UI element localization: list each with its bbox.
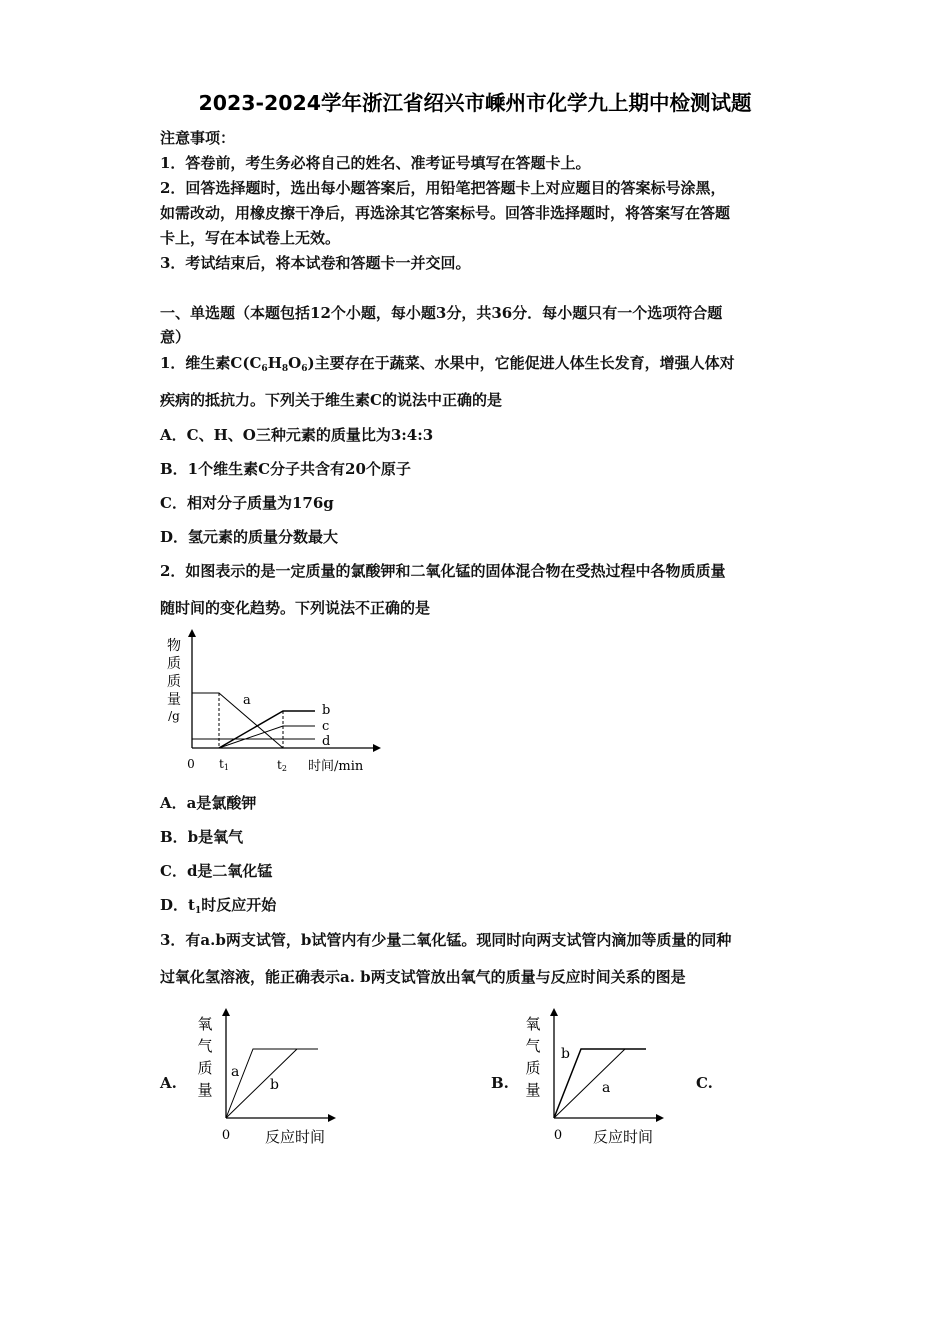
steep-line-label: a bbox=[231, 1064, 240, 1080]
origin-label: 0 bbox=[221, 1128, 231, 1143]
q2-figure bbox=[155, 628, 385, 778]
subscript: 8 bbox=[281, 364, 289, 374]
q2-ylabel-char: 质 bbox=[167, 656, 181, 672]
ylabel-char: 氧 bbox=[525, 1015, 541, 1033]
q2-option-d bbox=[160, 894, 276, 916]
q1-stem-line2: 疾病的抵抗力。下列关于维生素C的说法中正确的是 bbox=[160, 391, 502, 409]
shallow-line-label: a bbox=[602, 1080, 611, 1096]
q2-stem-line2: 随时间的变化趋势。下列说法不正确的是 bbox=[160, 599, 431, 617]
q1-option-b: B．1个维生素C分子共含有20个原子 bbox=[160, 460, 411, 478]
notice-item: 如需改动，用橡皮擦干净后，再选涂其它答案标号。回答非选择题时，将答案写在答题 bbox=[160, 204, 731, 222]
curve-label-b: b bbox=[322, 703, 331, 718]
steep-line-label: b bbox=[561, 1046, 570, 1062]
q2-option-d-suffix: 时反应开始 bbox=[201, 896, 277, 914]
ylabel-char: 气 bbox=[197, 1037, 213, 1055]
q3-figure-b bbox=[518, 1005, 678, 1150]
section-heading-cont: 意） bbox=[160, 328, 191, 346]
q2-option-d-prefix: D．t bbox=[160, 896, 195, 914]
q2-ylabel-char: 质 bbox=[167, 674, 181, 690]
subscript: 1 bbox=[194, 906, 202, 916]
q2-option-c: C．d是二氧化锰 bbox=[160, 862, 273, 880]
q1-option-c: C．相对分子质量为176g bbox=[160, 494, 334, 512]
notice-item: 3．考试结束后，将本试卷和答题卡一并交回。 bbox=[160, 254, 471, 272]
ylabel-char: 气 bbox=[525, 1037, 541, 1055]
notice-item: 1．答卷前，考生务必将自己的姓名、准考证号填写在答题卡上。 bbox=[160, 154, 591, 172]
q3-figure-a bbox=[190, 1005, 350, 1150]
t2-label: t2 bbox=[277, 758, 287, 773]
q2-option-a: A．a是氯酸钾 bbox=[160, 794, 257, 812]
q1-stem bbox=[160, 352, 735, 374]
notice-item: 卡上，写在本试卷上无效。 bbox=[160, 229, 341, 247]
ylabel-char: 质 bbox=[525, 1059, 541, 1077]
subscript: 6 bbox=[261, 364, 268, 374]
origin-label: 0 bbox=[187, 757, 195, 771]
q2-graph bbox=[155, 628, 385, 778]
q1-stem-o: O bbox=[288, 354, 302, 372]
q2-option-b: B．b是氧气 bbox=[160, 828, 244, 846]
ylabel-char: 氧 bbox=[197, 1015, 213, 1033]
q3-option-c-label: C. bbox=[696, 1074, 713, 1092]
t1-label: t1 bbox=[219, 757, 229, 772]
q1-stem-prefix: 1．维生素C(C bbox=[160, 354, 262, 372]
q2-ylabel-unit: /g bbox=[168, 709, 180, 723]
curve-label-c: c bbox=[322, 719, 330, 734]
ylabel-char: 量 bbox=[197, 1081, 213, 1099]
x-axis-label: 反应时间 bbox=[593, 1128, 654, 1146]
x-axis-label: 反应时间 bbox=[265, 1128, 326, 1146]
curve-label-a: a bbox=[243, 693, 251, 708]
shallow-line-label: b bbox=[270, 1077, 279, 1093]
curve-label-d: d bbox=[322, 734, 331, 749]
q3-option-b-label: B. bbox=[491, 1074, 509, 1092]
q3-stem: 3．有a.b两支试管，b试管内有少量二氧化锰。现同时向两支试管内滴加等质量的同种 bbox=[160, 931, 732, 949]
q2-ylabel-char: 量 bbox=[167, 692, 181, 708]
q2-ylabel-char: 物 bbox=[167, 638, 181, 654]
q1-stem-suffix: )主要存在于蔬菜、水果中，它能促进人体生长发育，增强人体对 bbox=[307, 354, 735, 372]
q1-stem-h: H bbox=[267, 354, 282, 372]
page-title: 2023-2024学年浙江省绍兴市嵊州市化学九上期中检测试题 bbox=[198, 91, 752, 115]
x-axis-label: 时间/min bbox=[308, 759, 364, 774]
q3-option-a-label: A. bbox=[160, 1074, 177, 1092]
ylabel-char: 质 bbox=[197, 1059, 213, 1077]
subscript: 6 bbox=[301, 364, 308, 374]
notice-item: 2．回答选择题时，选出每小题答案后，用铅笔把答题卡上对应题目的答案标号涂黑， bbox=[160, 179, 726, 197]
ylabel-char: 量 bbox=[525, 1081, 541, 1099]
q2-stem: 2．如图表示的是一定质量的氯酸钾和二氧化锰的固体混合物在受热过程中各物质质量 bbox=[160, 562, 726, 580]
q1-option-d: D．氢元素的质量分数最大 bbox=[160, 528, 339, 546]
origin-label: 0 bbox=[553, 1128, 563, 1143]
q1-option-a: A．C、H、O三种元素的质量比为3:4:3 bbox=[160, 426, 434, 444]
section-heading: 一、单选题（本题包括12个小题，每小题3分，共36分．每小题只有一个选项符合题 bbox=[160, 304, 723, 322]
q3-stem-line2: 过氧化氢溶液，能正确表示a. b两支试管放出氧气的质量与反应时间关系的图是 bbox=[160, 968, 686, 986]
q3-graph-a bbox=[190, 1005, 350, 1150]
q3-graph-b bbox=[518, 1005, 678, 1150]
notice-heading: 注意事项： bbox=[160, 129, 236, 147]
